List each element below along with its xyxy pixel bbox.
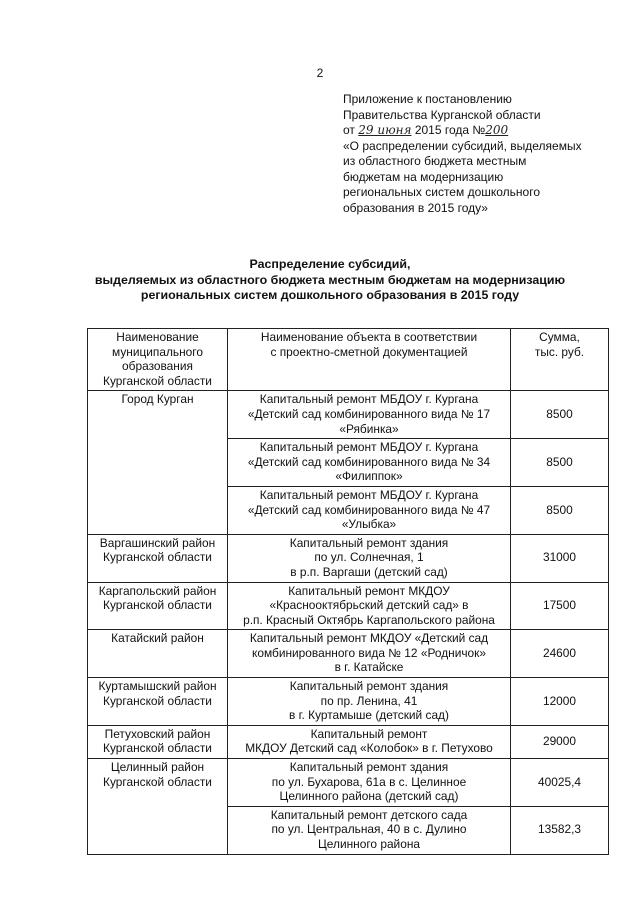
header-sum: Сумма, тыс. руб. [511,329,609,391]
handwritten-date: 29 июня [358,123,412,137]
object-cell: Капитальный ремонт МБДОУ г. Кургана «Детский сад комбинированного вида № 47 «Улыбка» [228,486,511,534]
sum-cell: 13582,3 [511,806,609,854]
object-cell: Капитальный ремонт МБДОУ г. Кургана «Детский сад комбинированного вида № 17 «Рябинка» [228,391,511,439]
sum-cell: 8500 [511,391,609,439]
municipality-cell: Куртамышский район Курганской области [88,678,228,726]
table-row [88,630,609,678]
appendix-line-2: Правительства Курганской области [343,107,541,122]
appendix-line-1: Приложение к постановлению [343,92,512,106]
date-middle: 2015 года № [414,123,486,137]
appendix-subject-3: бюджетам на модернизацию [343,169,504,184]
appendix-subject-2: из областного бюджета местным [343,154,527,168]
header-object: Наименование объекта в соответствии с проектно-сметной документацией [228,329,511,391]
object-cell: Капитальный ремонт МКДОУ Детский сад «Колобок» в г. Петухово [228,725,511,758]
title-line-3: региональных систем дошкольного образования в 2015 году [140,288,520,302]
appendix-subject-1: «О распределении субсидий, выделяемых [343,138,582,153]
appendix-subject-5: образования в 2015 году» [343,200,488,215]
object-cell: Капитальный ремонт здания по пр. Ленина, 41 в г. Куртамыше (детский сад) [228,678,511,726]
document-title [80,257,580,304]
municipality-cell: Целинный район Курганской области [88,759,228,855]
object-cell: Капитальный ремонт здания по ул. Солнечная, 1 в р.п. Варгаши (детский сад) [228,534,511,582]
sum-cell: 8500 [511,486,609,534]
sum-cell: 29000 [511,725,609,758]
appendix-block [343,92,613,216]
sum-cell: 40025,4 [511,759,609,807]
object-cell: Капитальный ремонт МБДОУ г. Кургана «Детский сад комбинированного вида № 34 «Филиппок» [228,439,511,487]
table-row [88,759,609,807]
municipality-cell: Петуховский район Курганской области [88,725,228,758]
table-row [88,678,609,726]
table-header-row [88,329,609,391]
appendix-subject-4: региональных систем дошкольного [343,185,541,199]
page-number: 2 [316,66,324,80]
object-cell: Капитальный ремонт здания по ул. Бухарова, 61а в с. Целинное Целинного района (детский сад) [228,759,511,807]
object-cell: Капитальный ремонт МКДОУ «Детский сад комбинированного вида № 12 «Родничок» в г. Катайске [228,630,511,678]
sum-cell: 8500 [511,439,609,487]
table-row [88,391,609,439]
table-row [88,725,609,758]
header-municipality: Наименование муниципального образования Курганской области [88,329,228,391]
title-line-2: выделяемых из областного бюджета местным бюджетам на модернизацию [94,272,566,287]
municipality-cell: Катайский район [88,630,228,678]
object-cell: Капитальный ремонт детского сада по ул. Центральная, 40 в с. Дулино Целинного района [228,806,511,854]
subsidy-table [87,328,609,855]
appendix-date-line [343,123,613,139]
title-line-1: Распределение субсидий, [249,257,411,271]
table-row [88,534,609,582]
table-row [88,582,609,630]
handwritten-number: 200 [485,123,509,137]
sum-cell: 12000 [511,678,609,726]
sum-cell: 31000 [511,534,609,582]
sum-cell: 24600 [511,630,609,678]
municipality-cell: Каргапольский район Курганской области [88,582,228,630]
date-prefix: от [343,123,355,137]
sum-cell: 17500 [511,582,609,630]
municipality-cell: Варгашинский район Курганской области [88,534,228,582]
municipality-cell: Город Курган [88,391,228,534]
object-cell: Капитальный ремонт МКДОУ «Краснооктябрьский детский сад» в р.п. Красный Октябрь Каргапольского района [228,582,511,630]
